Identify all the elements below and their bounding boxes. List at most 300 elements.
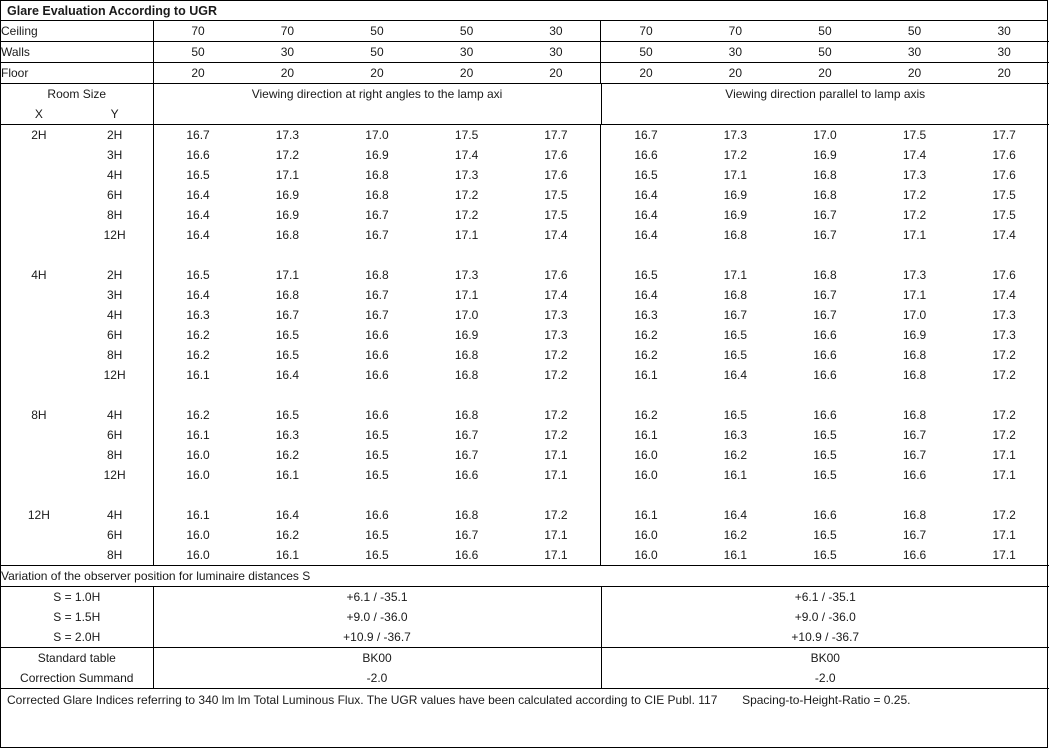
ugr-value: 17.3 bbox=[723, 128, 748, 142]
ugr-value: 16.8 bbox=[813, 188, 837, 202]
ugr-value: 16.7 bbox=[813, 288, 837, 302]
ugr-value: 17.1 bbox=[723, 168, 748, 182]
ugr-value: 17.1 bbox=[902, 288, 927, 302]
ugr-value: 16.5 bbox=[365, 448, 389, 462]
room-y: 4H bbox=[106, 168, 123, 182]
ugr-value: 17.2 bbox=[511, 365, 601, 385]
ugr-value: 17.1 bbox=[723, 268, 748, 282]
reflectance-value: 50 bbox=[780, 21, 870, 42]
group-spacer bbox=[1, 385, 1049, 405]
ugr-value: 16.3 bbox=[186, 308, 210, 322]
ugr-value: 16.6 bbox=[813, 408, 837, 422]
correction-label: Correction Summand bbox=[1, 668, 153, 689]
ugr-value: 16.7 bbox=[902, 448, 927, 462]
ugr-value: 16.9 bbox=[723, 188, 748, 202]
ugr-value: 16.4 bbox=[186, 208, 210, 222]
ugr-value: 16.5 bbox=[813, 528, 837, 542]
ugr-value: 16.8 bbox=[902, 408, 927, 422]
ugr-value: 16.5 bbox=[186, 168, 210, 182]
spacer-right bbox=[601, 104, 1049, 125]
ugr-value: 16.9 bbox=[275, 188, 300, 202]
room-y: 8H bbox=[106, 548, 123, 562]
ugr-value: 16.9 bbox=[275, 208, 300, 222]
reflectance-value: 20 bbox=[422, 63, 512, 84]
reflectance-value: 70 bbox=[243, 21, 333, 42]
ugr-value: 17.1 bbox=[511, 545, 601, 566]
ugr-value: 16.7 bbox=[902, 528, 927, 542]
variation-label: S = 1.0H bbox=[1, 587, 153, 608]
ugr-value: 17.2 bbox=[454, 208, 479, 222]
ugr-value: 16.1 bbox=[186, 428, 210, 442]
room-x: 12H bbox=[27, 508, 50, 522]
ugr-value: 16.5 bbox=[275, 348, 300, 362]
table-row bbox=[1, 305, 1049, 325]
table-row bbox=[1, 545, 1049, 566]
reflectance-value: 20 bbox=[511, 63, 601, 84]
ugr-value: 16.1 bbox=[634, 428, 658, 442]
variation-left: +10.9 / -36.7 bbox=[153, 627, 601, 648]
ugr-value: 16.3 bbox=[634, 308, 658, 322]
variation-label: S = 1.5H bbox=[1, 607, 153, 627]
room-y: 6H bbox=[106, 528, 123, 542]
variation-left: +6.1 / -35.1 bbox=[153, 587, 601, 608]
ugr-value: 16.0 bbox=[153, 545, 243, 566]
ugr-value: 17.2 bbox=[992, 348, 1016, 362]
ugr-value: 16.1 bbox=[186, 508, 210, 522]
right-group-label: Viewing direction parallel to lamp axis bbox=[725, 87, 926, 101]
ugr-value: 16.4 bbox=[275, 368, 300, 382]
ugr-value: 16.6 bbox=[634, 148, 658, 162]
ugr-value: 16.5 bbox=[275, 328, 300, 342]
room-y: 8H bbox=[106, 208, 123, 222]
ugr-value: 16.5 bbox=[332, 545, 422, 566]
ugr-value: 16.1 bbox=[275, 468, 300, 482]
ugr-value: 16.8 bbox=[813, 168, 837, 182]
ugr-value: 17.2 bbox=[902, 208, 927, 222]
ugr-value: 16.2 bbox=[723, 528, 748, 542]
ugr-value: 16.6 bbox=[365, 408, 389, 422]
xy-label-cell bbox=[1, 104, 153, 125]
ugr-value: 17.2 bbox=[902, 188, 927, 202]
row-label bbox=[1, 345, 153, 365]
ugr-value: 17.6 bbox=[511, 145, 601, 165]
ugr-value: 16.6 bbox=[422, 545, 512, 566]
ugr-value: 16.7 bbox=[634, 128, 658, 142]
ugr-value: 17.0 bbox=[365, 128, 389, 142]
ugr-value: 16.5 bbox=[275, 408, 300, 422]
ugr-value: 17.1 bbox=[454, 228, 479, 242]
table-row bbox=[1, 165, 1049, 185]
room-size-title: Room Size bbox=[1, 84, 153, 104]
row-label bbox=[1, 185, 153, 205]
ugr-value: 16.8 bbox=[454, 408, 479, 422]
reflectance-label: Ceiling bbox=[1, 21, 153, 42]
ugr-value: 16.7 bbox=[813, 308, 837, 322]
ugr-value: 16.2 bbox=[186, 348, 210, 362]
reflectance-value: 30 bbox=[511, 21, 601, 42]
reflectance-value: 50 bbox=[153, 42, 243, 63]
variation-right: +6.1 / -35.1 bbox=[794, 590, 856, 604]
ugr-value: 17.2 bbox=[511, 405, 601, 425]
ugr-value: 16.8 bbox=[275, 288, 300, 302]
ugr-value: 16.0 bbox=[186, 528, 210, 542]
ugr-value: 16.5 bbox=[723, 408, 748, 422]
variation-right: +10.9 / -36.7 bbox=[601, 627, 1049, 648]
reflectance-label: Floor bbox=[1, 63, 153, 84]
ugr-value: 17.5 bbox=[511, 205, 601, 225]
variation-heading-row bbox=[1, 566, 1049, 587]
reflectance-row-walls bbox=[1, 42, 1049, 63]
room-y: 6H bbox=[106, 188, 123, 202]
ugr-value: 16.5 bbox=[723, 328, 748, 342]
correction-left: -2.0 bbox=[153, 668, 601, 689]
row-label bbox=[1, 365, 153, 385]
ugr-value: 17.1 bbox=[992, 448, 1016, 462]
correction-summand-row bbox=[1, 668, 1049, 689]
ugr-value: 16.6 bbox=[813, 508, 837, 522]
room-size-header bbox=[1, 84, 1049, 125]
ugr-value: 17.2 bbox=[511, 505, 601, 525]
ugr-value: 17.4 bbox=[902, 148, 927, 162]
ugr-value: 16.6 bbox=[186, 148, 210, 162]
ugr-value: 16.8 bbox=[902, 348, 927, 362]
room-y: 12H bbox=[103, 468, 126, 482]
ugr-value: 16.1 bbox=[723, 468, 748, 482]
ugr-value: 16.3 bbox=[275, 428, 300, 442]
left-group-label: Viewing direction at right angles to the lamp axi bbox=[153, 84, 601, 104]
ugr-value: 17.1 bbox=[959, 545, 1049, 566]
table-row bbox=[1, 405, 1049, 425]
ugr-value: 16.8 bbox=[723, 288, 748, 302]
ugr-value: 17.6 bbox=[992, 268, 1016, 282]
ugr-value: 16.6 bbox=[902, 468, 927, 482]
ugr-value: 16.5 bbox=[813, 468, 837, 482]
ugr-value: 16.2 bbox=[186, 328, 210, 342]
reflectance-value: 20 bbox=[780, 63, 870, 84]
ugr-value: 16.1 bbox=[186, 368, 210, 382]
variation-left: +9.0 / -36.0 bbox=[153, 607, 601, 627]
row-label bbox=[1, 225, 153, 245]
ugr-value: 17.2 bbox=[992, 408, 1016, 422]
group-spacer bbox=[1, 245, 1049, 265]
ugr-value: 17.2 bbox=[992, 428, 1016, 442]
standard-table-right: BK00 bbox=[810, 651, 840, 665]
ugr-value: 16.7 bbox=[275, 308, 300, 322]
reflectance-value: 30 bbox=[959, 42, 1049, 63]
row-label bbox=[1, 285, 153, 305]
row-label bbox=[1, 145, 153, 165]
ugr-value: 16.8 bbox=[902, 508, 927, 522]
row-label bbox=[1, 125, 153, 145]
ugr-value: 16.6 bbox=[813, 328, 837, 342]
variation-row bbox=[1, 627, 1049, 648]
reflectance-value: 50 bbox=[332, 21, 422, 42]
ugr-value: 16.6 bbox=[365, 328, 389, 342]
ugr-value: 16.7 bbox=[365, 308, 389, 322]
ugr-value: 17.5 bbox=[992, 188, 1016, 202]
ugr-value: 16.7 bbox=[813, 208, 837, 222]
reflectance-value: 20 bbox=[870, 63, 960, 84]
ugr-value: 17.2 bbox=[992, 368, 1016, 382]
ugr-value: 16.5 bbox=[365, 528, 389, 542]
ugr-value: 16.6 bbox=[365, 348, 389, 362]
ugr-value: 16.0 bbox=[186, 468, 210, 482]
row-label bbox=[1, 505, 153, 525]
footer-text: Corrected Glare Indices referring to 340 lm lm Total Luminous Flux. The UGR values have been calculated according to CIE Publ. 117 bbox=[7, 693, 718, 707]
ugr-value: 17.3 bbox=[902, 168, 927, 182]
table-row bbox=[1, 225, 1049, 245]
ugr-value: 17.3 bbox=[454, 168, 479, 182]
ugr-value: 17.1 bbox=[511, 465, 601, 485]
reflectance-value: 30 bbox=[691, 42, 781, 63]
ugr-value: 16.5 bbox=[634, 268, 658, 282]
reflectance-value: 50 bbox=[601, 42, 691, 63]
ugr-value: 16.8 bbox=[365, 268, 389, 282]
ugr-value: 17.5 bbox=[511, 185, 601, 205]
reflectance-value: 50 bbox=[780, 42, 870, 63]
ugr-value: 16.7 bbox=[454, 448, 479, 462]
reflectance-value: 20 bbox=[959, 63, 1049, 84]
ugr-data-table bbox=[1, 125, 1049, 566]
room-y: 2H bbox=[106, 128, 123, 142]
ugr-value: 17.2 bbox=[992, 508, 1016, 522]
ugr-value: 16.8 bbox=[902, 368, 927, 382]
spacing-height-ratio: Spacing-to-Height-Ratio = 0.25. bbox=[742, 693, 911, 707]
ugr-value: 16.8 bbox=[365, 168, 389, 182]
table-row bbox=[1, 125, 1049, 145]
ugr-value: 16.8 bbox=[723, 228, 748, 242]
reflectance-value: 70 bbox=[691, 21, 781, 42]
room-y: 2H bbox=[106, 268, 123, 282]
variation-heading: Variation of the observer position for luminaire distances S bbox=[1, 566, 1049, 587]
reflectance-value: 50 bbox=[332, 42, 422, 63]
ugr-value: 16.6 bbox=[813, 368, 837, 382]
room-y: 8H bbox=[106, 448, 123, 462]
ugr-value: 16.4 bbox=[723, 368, 748, 382]
ugr-value: 17.1 bbox=[511, 445, 601, 465]
standard-table-left: BK00 bbox=[153, 648, 601, 669]
reflectance-value: 20 bbox=[153, 63, 243, 84]
ugr-value: 17.4 bbox=[511, 285, 601, 305]
ugr-value: 16.6 bbox=[813, 348, 837, 362]
row-label bbox=[1, 305, 153, 325]
ugr-value: 17.1 bbox=[511, 525, 601, 545]
ugr-value: 16.4 bbox=[186, 228, 210, 242]
ugr-value: 16.0 bbox=[634, 468, 658, 482]
ugr-value: 16.2 bbox=[723, 448, 748, 462]
row-label bbox=[1, 525, 153, 545]
ugr-value: 17.0 bbox=[902, 308, 927, 322]
y-label: Y bbox=[110, 107, 119, 121]
reflectance-value: 30 bbox=[243, 42, 333, 63]
room-y: 3H bbox=[106, 288, 123, 302]
row-label bbox=[1, 205, 153, 225]
ugr-value: 17.3 bbox=[275, 128, 300, 142]
ugr-value: 16.0 bbox=[601, 545, 691, 566]
row-label bbox=[1, 325, 153, 345]
reflectance-value: 50 bbox=[870, 21, 960, 42]
ugr-value: 16.2 bbox=[275, 448, 300, 462]
footer-note bbox=[1, 689, 1047, 711]
ugr-value: 16.6 bbox=[365, 508, 389, 522]
ugr-value: 16.6 bbox=[365, 368, 389, 382]
ugr-value: 16.8 bbox=[365, 188, 389, 202]
ugr-value: 17.2 bbox=[275, 148, 300, 162]
ugr-value: 16.5 bbox=[634, 168, 658, 182]
ugr-value: 17.2 bbox=[511, 425, 601, 445]
table-row bbox=[1, 365, 1049, 385]
ugr-value: 16.2 bbox=[275, 528, 300, 542]
ugr-value: 16.9 bbox=[454, 328, 479, 342]
table-row bbox=[1, 465, 1049, 485]
ugr-value: 16.7 bbox=[813, 228, 837, 242]
ugr-value: 16.7 bbox=[723, 308, 748, 322]
ugr-value: 17.3 bbox=[454, 268, 479, 282]
ugr-value: 17.6 bbox=[992, 168, 1016, 182]
room-y: 6H bbox=[106, 328, 123, 342]
ugr-value: 17.5 bbox=[902, 128, 927, 142]
variation-right: +9.0 / -36.0 bbox=[794, 610, 856, 624]
variation-row bbox=[1, 587, 1049, 608]
room-y: 4H bbox=[106, 308, 123, 322]
ugr-value: 16.5 bbox=[780, 545, 870, 566]
row-label bbox=[1, 545, 153, 566]
standard-table-label: Standard table bbox=[1, 648, 153, 669]
ugr-value: 16.0 bbox=[634, 448, 658, 462]
ugr-value: 16.5 bbox=[813, 428, 837, 442]
ugr-value: 16.4 bbox=[634, 208, 658, 222]
ugr-value: 16.4 bbox=[634, 188, 658, 202]
table-row bbox=[1, 325, 1049, 345]
reflectance-label: Walls bbox=[1, 42, 153, 63]
ugr-value: 16.8 bbox=[454, 348, 479, 362]
ugr-value: 17.3 bbox=[511, 325, 601, 345]
reflectance-value: 20 bbox=[243, 63, 333, 84]
ugr-value: 16.8 bbox=[813, 268, 837, 282]
variation-label: S = 2.0H bbox=[1, 627, 153, 648]
viewing-direction-row bbox=[1, 84, 1049, 104]
ugr-value: 16.7 bbox=[902, 428, 927, 442]
ugr-value: 16.6 bbox=[454, 468, 479, 482]
ugr-value: 17.0 bbox=[813, 128, 837, 142]
ugr-value: 16.7 bbox=[365, 208, 389, 222]
reflectance-row-floor bbox=[1, 63, 1049, 84]
table-row bbox=[1, 425, 1049, 445]
ugr-value: 16.5 bbox=[813, 448, 837, 462]
table-row bbox=[1, 285, 1049, 305]
table-row bbox=[1, 265, 1049, 285]
ugr-value: 16.1 bbox=[634, 368, 658, 382]
ugr-value: 17.3 bbox=[992, 328, 1016, 342]
ugr-value: 17.2 bbox=[511, 345, 601, 365]
table-row bbox=[1, 145, 1049, 165]
ugr-value: 16.2 bbox=[186, 408, 210, 422]
ugr-value: 16.0 bbox=[634, 528, 658, 542]
ugr-value: 17.6 bbox=[992, 148, 1016, 162]
ugr-value: 16.5 bbox=[365, 468, 389, 482]
ugr-value: 17.7 bbox=[992, 128, 1016, 142]
spacer-left bbox=[153, 104, 601, 125]
reflectance-value: 20 bbox=[691, 63, 781, 84]
ugr-value: 16.7 bbox=[365, 288, 389, 302]
room-y: 3H bbox=[106, 148, 123, 162]
room-x: 8H bbox=[31, 408, 47, 422]
ugr-value: 16.5 bbox=[723, 348, 748, 362]
table-row bbox=[1, 185, 1049, 205]
ugr-value: 16.9 bbox=[365, 148, 389, 162]
table-row bbox=[1, 205, 1049, 225]
ugr-value: 16.2 bbox=[634, 328, 658, 342]
reflectance-value: 30 bbox=[422, 42, 512, 63]
ugr-value: 16.7 bbox=[365, 228, 389, 242]
ugr-value: 17.4 bbox=[511, 225, 601, 245]
table-row bbox=[1, 525, 1049, 545]
ugr-value: 17.0 bbox=[454, 308, 479, 322]
ugr-value: 16.4 bbox=[723, 508, 748, 522]
ugr-value: 16.7 bbox=[186, 128, 210, 142]
ugr-value: 17.5 bbox=[454, 128, 479, 142]
ugr-value: 16.8 bbox=[454, 508, 479, 522]
row-label bbox=[1, 265, 153, 285]
ugr-value: 16.9 bbox=[902, 328, 927, 342]
ugr-value: 17.4 bbox=[992, 228, 1016, 242]
ugr-value: 16.5 bbox=[186, 268, 210, 282]
reflectance-value: 70 bbox=[153, 21, 243, 42]
variation-table bbox=[1, 566, 1049, 689]
ugr-value: 16.7 bbox=[454, 428, 479, 442]
ugr-value: 16.4 bbox=[634, 288, 658, 302]
ugr-value: 17.2 bbox=[723, 148, 748, 162]
ugr-value: 17.1 bbox=[992, 528, 1016, 542]
ugr-value: 16.1 bbox=[243, 545, 333, 566]
ugr-value: 16.9 bbox=[723, 208, 748, 222]
reflectance-value: 30 bbox=[870, 42, 960, 63]
ugr-value: 17.1 bbox=[992, 468, 1016, 482]
ugr-value: 16.4 bbox=[634, 228, 658, 242]
ugr-value: 17.3 bbox=[902, 268, 927, 282]
reflectance-row-ceiling bbox=[1, 21, 1049, 42]
ugr-value: 17.1 bbox=[275, 168, 300, 182]
ugr-value: 16.9 bbox=[813, 148, 837, 162]
row-label bbox=[1, 425, 153, 445]
room-x: 2H bbox=[31, 128, 47, 142]
ugr-value: 17.7 bbox=[511, 125, 601, 145]
room-y: 12H bbox=[103, 228, 126, 242]
room-y: 6H bbox=[106, 428, 123, 442]
standard-table-row bbox=[1, 648, 1049, 669]
ugr-value: 17.1 bbox=[454, 288, 479, 302]
variation-row bbox=[1, 607, 1049, 627]
correction-right: -2.0 bbox=[601, 668, 1049, 689]
ugr-value: 16.4 bbox=[275, 508, 300, 522]
room-y: 4H bbox=[106, 408, 123, 422]
table-row bbox=[1, 505, 1049, 525]
ugr-value: 17.4 bbox=[992, 288, 1016, 302]
row-label bbox=[1, 405, 153, 425]
ugr-value: 16.3 bbox=[723, 428, 748, 442]
ugr-value: 16.1 bbox=[691, 545, 781, 566]
reflectance-value: 50 bbox=[422, 21, 512, 42]
ugr-value: 16.2 bbox=[634, 408, 658, 422]
ugr-value: 16.7 bbox=[454, 528, 479, 542]
ugr-value: 17.3 bbox=[511, 305, 601, 325]
ugr-value: 16.1 bbox=[634, 508, 658, 522]
group-spacer bbox=[1, 485, 1049, 505]
reflectance-value: 70 bbox=[601, 21, 691, 42]
ugr-value: 16.6 bbox=[870, 545, 960, 566]
row-label bbox=[1, 165, 153, 185]
ugr-value: 16.5 bbox=[365, 428, 389, 442]
